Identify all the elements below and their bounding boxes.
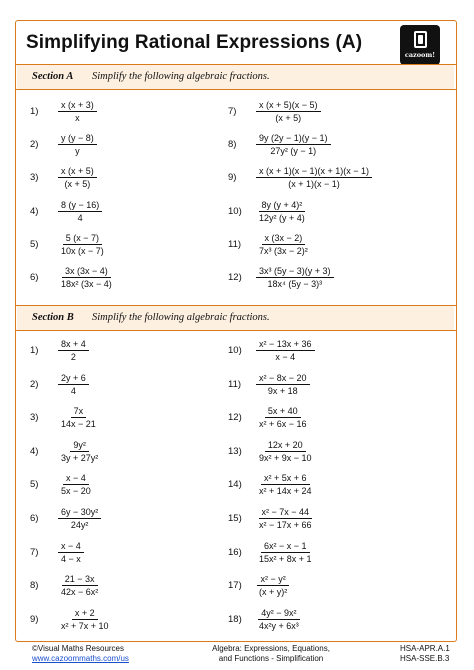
denominator: 12y² (y + 4): [259, 212, 305, 223]
algebraic-fraction: [58, 608, 112, 631]
numerator: 3x³ (5y − 3)(y + 3): [256, 266, 334, 278]
denominator: 18x⁴ (5y − 3)³: [267, 279, 323, 289]
question-item: [228, 100, 321, 123]
denominator: x² − 17x + 66: [259, 520, 312, 530]
question-item: [30, 133, 97, 156]
denominator: 9x + 18: [267, 385, 298, 396]
section-b-rule-bottom: [16, 330, 456, 331]
question-item: [30, 339, 89, 362]
question-item: [228, 574, 290, 597]
section-a-instruction: Simplify the following algebraic fractions.: [92, 71, 270, 82]
logo-wordmark: cazoom!: [404, 51, 436, 59]
numerator: x² − 13x + 36: [256, 339, 315, 351]
algebraic-fraction: [58, 339, 89, 362]
numerator: x (x + 5): [58, 166, 97, 178]
question-item: [228, 406, 310, 429]
question-item: [30, 373, 89, 396]
algebraic-fraction: [256, 266, 334, 289]
standard-code-2: HSA-SSE.B.3: [400, 654, 450, 663]
denominator: 27y² (y − 1): [270, 146, 317, 157]
question-number: 16): [228, 546, 242, 558]
denominator: 3y + 27y²: [61, 452, 99, 463]
algebraic-fraction: [58, 200, 102, 223]
question-number: 8): [228, 139, 237, 151]
question-number: 12): [228, 272, 242, 283]
question-item: [30, 608, 112, 631]
numerator: 21 − 3x: [62, 574, 98, 586]
question-number: 3): [30, 412, 39, 424]
question-item: [30, 200, 102, 223]
denominator: x² + 7x + 10: [61, 620, 109, 631]
denominator: (x + y)²: [259, 587, 288, 598]
algebraic-fraction: [256, 166, 372, 189]
algebraic-fraction: [256, 541, 315, 564]
algebraic-fraction: [58, 266, 115, 289]
numerator: 5 (x − 7): [63, 233, 102, 245]
question-number: 4): [30, 445, 39, 457]
numerator: 6x² − x − 1: [261, 541, 310, 553]
question-number: 15): [228, 513, 242, 524]
algebraic-fraction: [58, 574, 101, 597]
denominator: 7x³ (3x − 2)²: [259, 245, 308, 256]
numerator: 2y + 6: [58, 373, 89, 385]
numerator: 8x + 4: [58, 339, 89, 351]
question-number: 8): [30, 580, 39, 592]
denominator: x − 4: [275, 352, 296, 362]
question-number: 6): [30, 513, 39, 524]
website-link[interactable]: www.cazoommaths.com/us: [32, 654, 129, 663]
logo-icon: [414, 31, 427, 48]
question-item: [30, 166, 97, 189]
numerator: x − 4: [63, 473, 89, 485]
numerator: x² − 7x − 44: [259, 507, 313, 519]
algebraic-fraction: [58, 440, 101, 463]
question-item: [228, 608, 302, 631]
question-number: 13): [228, 445, 242, 457]
question-number: 11): [228, 238, 242, 250]
question-item: [228, 339, 315, 362]
question-item: [30, 574, 101, 597]
question-item: [30, 266, 115, 289]
numerator: x (x + 5)(x − 5): [256, 100, 321, 112]
algebraic-fraction: [256, 473, 315, 496]
algebraic-fraction: [58, 507, 101, 530]
algebraic-fraction: [58, 133, 97, 156]
question-item: [228, 200, 308, 223]
question-item: [228, 541, 315, 564]
question-number: 9): [228, 172, 237, 184]
question-number: 14): [228, 479, 242, 491]
algebraic-fraction: [256, 200, 308, 223]
algebraic-fraction: [58, 473, 94, 496]
standard-code-1: HSA-APR.A.1: [400, 644, 450, 653]
algebraic-fraction: [58, 166, 97, 189]
question-number: 7): [30, 546, 39, 558]
question-item: [30, 507, 101, 530]
question-number: 5): [30, 238, 39, 250]
denominator: y: [75, 146, 80, 157]
denominator: 10x (x − 7): [61, 245, 104, 256]
question-item: [228, 473, 315, 496]
question-item: [30, 100, 97, 123]
denominator: 18x² (3x − 4): [61, 279, 112, 289]
section-b-label: Section B: [32, 312, 74, 323]
topic-line-1: Algebra: Expressions, Equations,: [212, 644, 330, 653]
question-number: 7): [228, 106, 237, 117]
question-number: 4): [30, 205, 39, 217]
numerator: 6y − 30y²: [58, 507, 101, 519]
question-item: [228, 373, 310, 396]
algebraic-fraction: [256, 574, 290, 597]
algebraic-fraction: [58, 100, 97, 123]
algebraic-fraction: [58, 406, 99, 429]
denominator: 4 − x: [61, 553, 81, 564]
question-number: 10): [228, 205, 242, 217]
question-item: [30, 440, 101, 463]
question-item: [228, 133, 331, 156]
algebraic-fraction: [256, 339, 315, 362]
question-item: [228, 166, 372, 189]
denominator: 4: [77, 212, 83, 223]
denominator: 24y²: [70, 520, 89, 530]
numerator: 4y² − 9x²: [258, 608, 299, 620]
denominator: (x + 1)(x − 1): [288, 179, 340, 190]
numerator: 9y²: [70, 440, 89, 452]
numerator: 9y (2y − 1)(y − 1): [256, 133, 331, 145]
question-number: 1): [30, 106, 39, 117]
question-number: 1): [30, 345, 39, 356]
question-item: [30, 541, 84, 564]
numerator: x (x + 3): [58, 100, 97, 112]
page-title: Simplifying Rational Expressions (A): [26, 32, 363, 53]
algebraic-fraction: [256, 440, 315, 463]
numerator: 7x: [71, 406, 87, 418]
denominator: x² + 14x + 24: [259, 486, 312, 497]
algebraic-fraction: [256, 608, 302, 631]
section-b-instruction: Simplify the following algebraic fractions.: [92, 312, 270, 323]
algebraic-fraction: [58, 233, 107, 256]
footer-left: [32, 644, 129, 664]
numerator: 3x (3x − 4): [62, 266, 111, 278]
denominator: 4: [70, 385, 76, 396]
question-number: 17): [228, 580, 242, 592]
denominator: (x + 5): [64, 179, 91, 190]
question-item: [228, 440, 315, 463]
numerator: x + 2: [72, 608, 98, 620]
numerator: y (y − 8): [58, 133, 97, 145]
question-number: 6): [30, 272, 39, 283]
numerator: x² + 5x + 6: [261, 473, 310, 485]
denominator: 4x²y + 6x³: [259, 620, 299, 631]
question-item: [228, 266, 334, 289]
question-number: 2): [30, 139, 39, 151]
algebraic-fraction: [58, 373, 89, 396]
numerator: 12x + 20: [265, 440, 306, 452]
question-number: 10): [228, 345, 242, 356]
numerator: x (3x − 2): [262, 233, 306, 245]
question-item: [30, 233, 107, 256]
question-item: [228, 233, 311, 256]
question-item: [30, 406, 99, 429]
algebraic-fraction: [256, 373, 310, 396]
algebraic-fraction: [256, 233, 311, 256]
numerator: 8y (y + 4)²: [259, 200, 306, 212]
numerator: x (x + 1)(x − 1)(x + 1)(x − 1): [256, 166, 372, 178]
section-a-label: Section A: [32, 71, 74, 82]
numerator: x² − 8x − 20: [256, 373, 310, 385]
denominator: x² + 6x − 16: [259, 419, 307, 430]
question-number: 2): [30, 378, 39, 390]
question-number: 12): [228, 412, 242, 424]
question-number: 9): [30, 613, 39, 625]
denominator: 9x² + 9x − 10: [259, 452, 312, 463]
numerator: x − 4: [58, 541, 84, 553]
denominator: 42x − 6x²: [61, 587, 99, 598]
footer-topic: [186, 644, 356, 664]
question-number: 11): [228, 378, 242, 390]
question-number: 18): [228, 613, 242, 625]
algebraic-fraction: [256, 100, 321, 123]
numerator: x² − y²: [257, 574, 288, 586]
denominator: 5x − 20: [61, 486, 91, 497]
denominator: (x + 5): [275, 113, 302, 123]
question-item: [228, 507, 315, 530]
question-item: [30, 473, 94, 496]
section-a-rule-bottom: [16, 89, 456, 90]
denominator: 14x − 21: [61, 419, 96, 430]
algebraic-fraction: [58, 541, 84, 564]
numerator: 8 (y − 16): [58, 200, 102, 212]
denominator: 15x² + 8x + 1: [259, 553, 312, 564]
copyright-text: ©Visual Maths Resources: [32, 644, 125, 653]
numerator: 5x + 40: [265, 406, 301, 418]
algebraic-fraction: [256, 133, 331, 156]
denominator: x: [75, 113, 80, 123]
footer-standards: [400, 644, 450, 664]
denominator: 2: [70, 352, 76, 362]
algebraic-fraction: [256, 406, 310, 429]
cazoom-logo: [400, 25, 440, 65]
question-number: 5): [30, 479, 39, 491]
topic-line-2: and Functions - Simplification: [218, 654, 324, 663]
question-number: 3): [30, 172, 39, 184]
algebraic-fraction: [256, 507, 315, 530]
